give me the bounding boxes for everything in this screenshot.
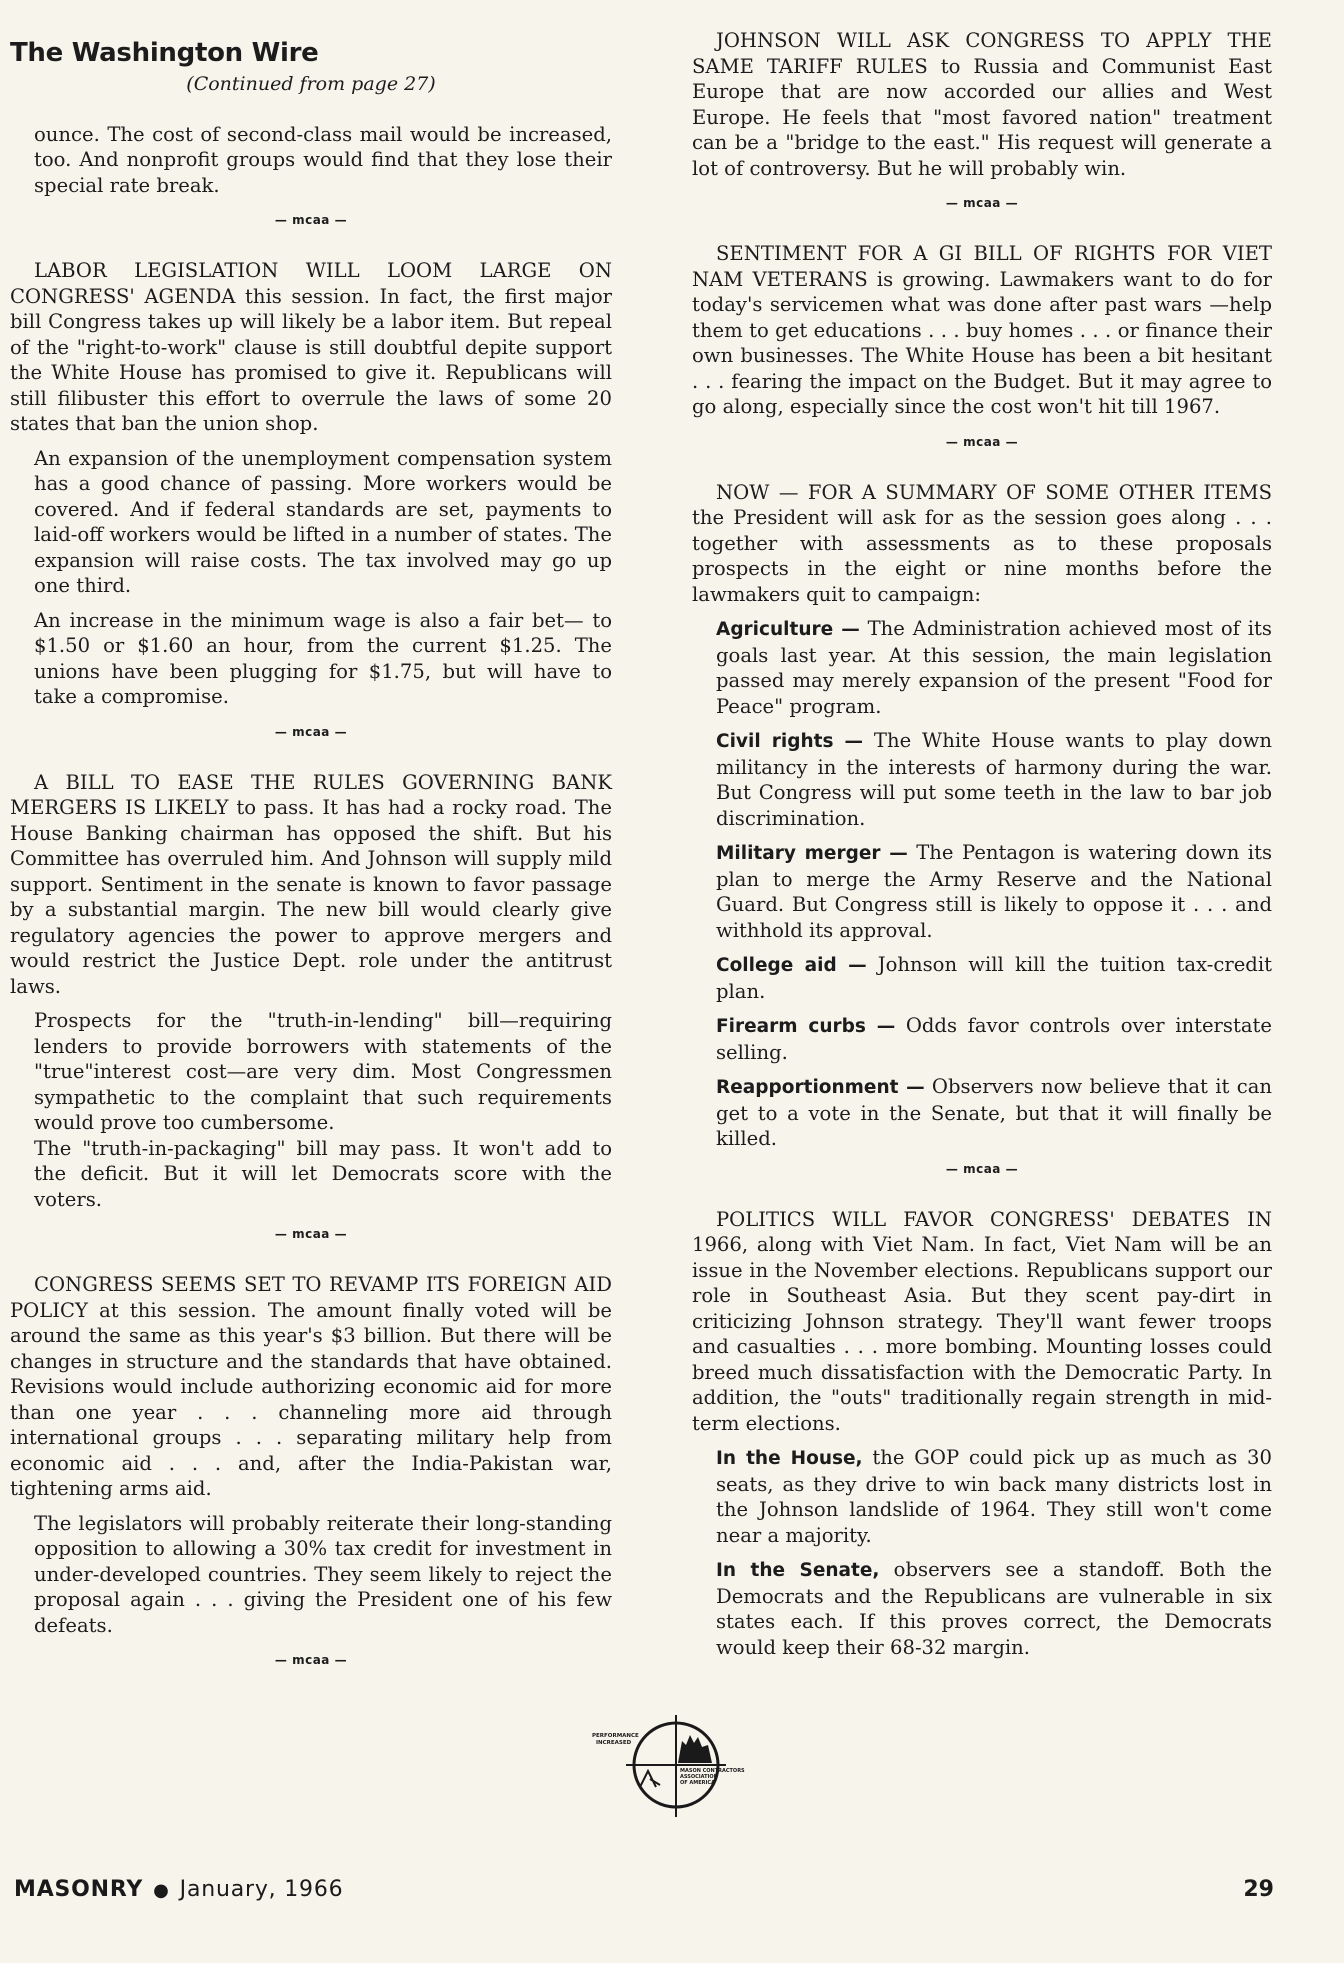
- item-text: the GOP could pick up as much as 30 seats, as they drive to win back many districts lost in the Johnson landslide of 1964. They still won't come near a majority.: [716, 1446, 1272, 1547]
- foreign-aid-paragraph: The legislators will probably reiterate their long-standing opposition to allowing a 30% tax credit for investment in under-developed countries. They seem likely to reject the proposal again . . . giving the President one of his few defeats.: [34, 1511, 612, 1637]
- separator: — mcaa —: [945, 1161, 1019, 1176]
- foreign-aid-lead-paragraph: CONGRESS SEEMS SET TO REVAMP ITS FOREIGN AID POLICY at this session. The amount finally voted will be around the same as this year's $3 billion. But there will be changes in structure and the standards that have obtained. Revisions would include authorizing economic aid for more than one year . . . channeling more aid through international groups . . . separating military help from economic aid . . . and, after the India-Pakistan war, tightening arms aid.: [10, 1273, 612, 1500]
- item-term: Reapportionment —: [716, 1077, 925, 1098]
- bank-paragraph: Prospects for the "truth-in-lending" bill—requiring lenders to provide borrowers with statements of the "true"interest cost—are very dim. Most Congressmen sympathetic to the complaint that such requirements would prove too cumbersome.: [34, 1009, 612, 1134]
- separator: — mcaa —: [945, 196, 1019, 210]
- publication-name: MASONRY: [14, 1877, 144, 1902]
- summary-item: [692, 1074, 1272, 1152]
- continued-note: (Continued from page 27): [186, 73, 436, 95]
- page-footer: [14, 1877, 1274, 1902]
- item-term: Agriculture —: [716, 619, 860, 640]
- separator: — mcaa —: [274, 1653, 348, 1667]
- separator: — mcaa —: [274, 213, 348, 227]
- item-term: College aid —: [716, 955, 867, 976]
- politics-paragraph: POLITICS WILL FAVOR CONGRESS' DEBATES IN 1966, along with Viet Nam. In fact, Viet Nam will be an issue in the November elections. Republicans support our role in Southeast Asia. But they scent pay-dirt in criticizing Johnson strategy. They'll want fewer troops and casualties . . . more bombing. Mounting losses could breed much dissatisfaction with the Democratic Party. In addition, the "outs" traditionally regain strength in mid-term elections.: [692, 1207, 1272, 1435]
- bank-lead-paragraph: A BILL TO EASE THE RULES GOVERNING BANK MERGERS IS LIKELY to pass. It has had a rocky road. The House Banking chairman has opposed the shift. But his Committee has overruled him. And Johnson will supply mild support. Sentiment in the senate is known to favor passage by a substantial margin. The new bill would clearly give regulatory agencies the power to approve mergers and would restrict the Justice Dept. role under the antitrust laws.: [10, 770, 612, 998]
- issue-date: January, 1966: [179, 1877, 344, 1902]
- separator: — mcaa —: [274, 1227, 348, 1241]
- city-skyline-icon: [678, 1735, 712, 1763]
- item-text: Johnson will kill the tuition tax-credit plan.: [716, 953, 1272, 1003]
- item-term: In the Senate,: [716, 1560, 880, 1581]
- item-term: Civil rights —: [716, 731, 864, 752]
- house-paragraph: [692, 1445, 1272, 1548]
- item-text: Odds favor controls over interstate selling.: [716, 1014, 1272, 1064]
- left-column: [10, 0, 612, 1698]
- page-number: 29: [1243, 1877, 1274, 1902]
- summary-item: [692, 840, 1272, 943]
- item-text: The White House wants to play down militancy in the interests of harmony during the war. But Congress will put some teeth in the law to bar job discrimination.: [716, 729, 1272, 830]
- logo-text: OF AMERICA: [680, 1780, 715, 1786]
- gi-bill-paragraph: SENTIMENT FOR A GI BILL OF RIGHTS FOR VIET NAM VETERANS is growing. Lawmakers want to do for today's servicemen what was done after past wars —help them to get educations . . . buy homes . . . or finance their own businesses. The White House has been a bit hesitant . . . fearing the impact on the Budget. But it may agree to go along, especially since the cost won't hit till 1967.: [692, 242, 1272, 418]
- separator: — mcaa —: [945, 434, 1019, 449]
- labor-paragraph: An increase in the minimum wage is also a fair bet— to $1.50 or $1.60 an hour, from the current $1.25. The unions have been plugging for $1.75, but will have to take a compromise.: [34, 608, 612, 708]
- logo-text: INCREASED: [596, 1740, 632, 1746]
- senate-paragraph: [692, 1557, 1272, 1660]
- summary-item: [692, 952, 1272, 1004]
- logo-text: MASON CONTRACTORS: [680, 1768, 745, 1774]
- tariff-paragraph: JOHNSON WILL ASK CONGRESS TO APPLY THE SAME TARIFF RULES to Russia and Communist East Europe that are now accorded our allies and West Europe. He feels that "most favored nation" treatment can be a "bridge to the east." His request will generate a lot of controversy. But he will probably win.: [692, 29, 1272, 180]
- labor-lead-paragraph: LABOR LEGISLATION WILL LOOM LARGE ON CONGRESS' AGENDA this session. In fact, the first major bill Congress takes up will likely be a labor item. But repeal of the "right-to-work" clause is still doubtful depite support the White House has promised to give it. Republicans will still filibuster this effort to overrule the laws of some 20 states that ban the union shop.: [10, 259, 612, 435]
- logo-text: ASSOCIATION: [680, 1774, 718, 1780]
- summary-paragraph: NOW — FOR A SUMMARY OF SOME OTHER ITEMS the President will ask for as the session goes along . . . together with assessments as to these proposals prospects in the eight or nine months before the lawmakers quit to campaign:: [692, 480, 1272, 606]
- bank-paragraph: The "truth-in-packaging" bill may pass. It won't add to the deficit. But it will let Democrats score with the voters.: [34, 1136, 612, 1211]
- item-text: The Pentagon is watering down its plan to merge the Army Reserve and the National Guard. But Congress still is likely to oppose it . . . and withhold its approval.: [716, 841, 1273, 942]
- section-title: The Washington Wire: [10, 38, 319, 68]
- logo-text: PERFORMANCE: [592, 1733, 639, 1739]
- item-term: Firearm curbs —: [716, 1016, 896, 1037]
- item-text: observers see a standoff. Both the Democrats and the Republicans are vulnerable in six states each. If this proves correct, the Democrats would keep their 68-32 margin.: [716, 1558, 1272, 1659]
- labor-paragraph: An expansion of the unemployment compensation system has a good chance of passing. More workers would be covered. And if federal standards are set, payments to laid-off workers would be lifted in a number of states. The expansion will raise costs. The tax involved may go up one third.: [34, 446, 612, 597]
- separator: — mcaa —: [274, 724, 348, 739]
- summary-item: [692, 1013, 1272, 1065]
- right-column: [692, 28, 1272, 1669]
- trowel-icon: [640, 1771, 660, 1787]
- bullet-icon: ●: [153, 1880, 170, 1901]
- mcaa-logo: [586, 1705, 766, 1835]
- summary-item: [692, 616, 1272, 719]
- item-term: In the House,: [716, 1448, 863, 1469]
- summary-item: [692, 728, 1272, 831]
- item-text: The Administration achieved most of its goals last year. At this session, the main legislation passed may merely expansion of the present "Food for Peace" program.: [716, 617, 1272, 718]
- intro-paragraph: ounce. The cost of second-class mail would be increased, too. And nonprofit groups would find that they lose their special rate break.: [34, 122, 612, 197]
- item-text: Observers now believe that it can get to a vote in the Senate, but that it will finally be killed.: [716, 1075, 1272, 1150]
- item-term: Military merger —: [716, 843, 908, 864]
